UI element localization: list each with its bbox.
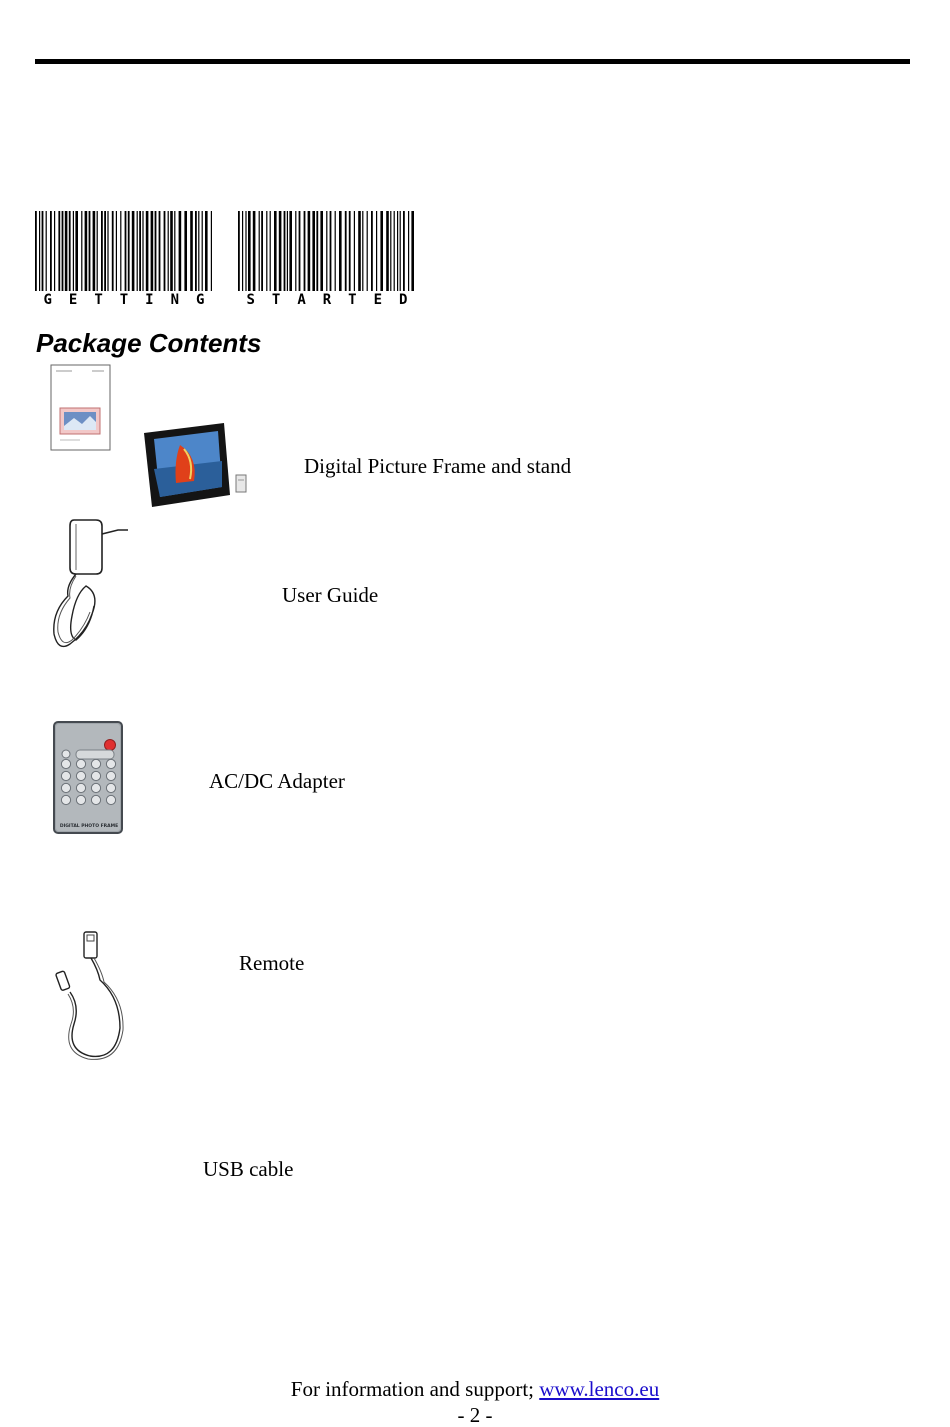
barcode-letters [238, 293, 416, 308]
barcode-letter: T [271, 292, 281, 308]
barcode-bar [242, 211, 243, 291]
barcode-bar [202, 211, 203, 291]
barcode-bar [155, 211, 157, 291]
item-label-frame: Digital Picture Frame and stand [304, 454, 572, 478]
barcode-bar [39, 211, 40, 291]
barcode-bar [330, 211, 332, 291]
barcode-bar [397, 211, 398, 291]
barcode-bar [354, 211, 355, 291]
page-number: - 2 - [457, 1403, 493, 1427]
item-label-usb: USB cable [203, 1157, 294, 1181]
usb-cable-icon [50, 928, 130, 1064]
barcode-bar [270, 211, 271, 291]
barcode-bar [58, 211, 60, 291]
remote-button-icon [76, 771, 85, 780]
barcode-bar [400, 211, 401, 291]
remote-button-icon [76, 783, 85, 792]
barcode-bar [335, 211, 336, 291]
barcode-bar [132, 211, 135, 291]
remote-button-icon [91, 771, 100, 780]
barcode-bar [146, 211, 149, 291]
barcode-bar [386, 211, 389, 291]
remote-button-icon [61, 783, 70, 792]
barcode-bar [304, 211, 306, 291]
barcode-bar [198, 211, 199, 291]
barcode-bar [274, 211, 277, 291]
barcode-bar [261, 211, 263, 291]
barcode-bar [339, 211, 342, 291]
barcode-bar [367, 211, 368, 291]
barcode-bar [168, 211, 169, 291]
barcode-letter: E [373, 292, 383, 308]
barcode-bar [104, 211, 106, 291]
remote-button-icon [106, 795, 115, 804]
barcode-letter: T [94, 292, 103, 308]
adapter-icon [46, 516, 132, 654]
barcode-bar [85, 211, 88, 291]
barcode-bar [362, 211, 363, 291]
barcode-bar [253, 211, 256, 291]
remote-button-icon [61, 795, 70, 804]
barcode-bar [101, 211, 103, 291]
barcode-bar [195, 211, 197, 291]
barcode-bar [326, 211, 327, 291]
barcode-bar [137, 211, 138, 291]
barcode-bars-icon [238, 211, 416, 291]
barcode-bar [411, 211, 414, 291]
barcode-bar [403, 211, 405, 291]
barcode-bar [93, 211, 96, 291]
barcode-bar [179, 211, 182, 291]
barcode-bar [299, 211, 301, 291]
remote-button-icon [62, 750, 70, 758]
support-text: For information and support; [290, 1377, 535, 1401]
footer-support [0, 1377, 950, 1401]
item-label-remote: Remote [239, 951, 305, 975]
barcode-bar [164, 211, 166, 291]
picture-frame-icon [140, 421, 252, 509]
item-label-guide: User Guide [282, 583, 379, 607]
barcode-bar [308, 211, 311, 291]
barcode-bar [284, 211, 286, 291]
barcode-bar [62, 211, 64, 291]
remote-button-icon [106, 771, 115, 780]
barcode-bar [376, 211, 377, 291]
barcode-letter: E [68, 292, 78, 308]
barcode-bar [295, 211, 296, 291]
barcode-bar [170, 211, 173, 291]
support-link[interactable]: www.lenco.eu [539, 1377, 660, 1401]
barcode-bar [42, 211, 44, 291]
barcode-bar [358, 211, 361, 291]
remote-caption: DIGITAL PHOTO FRAME [59, 824, 119, 829]
barcode-bar [81, 211, 82, 291]
barcode-bar [390, 211, 391, 291]
barcode-bar [266, 211, 267, 291]
barcode-bar [211, 211, 212, 291]
barcode-letter: D [399, 292, 408, 308]
barcode-bar [50, 211, 52, 291]
barcode-bar [73, 211, 74, 291]
barcode-bar [259, 211, 260, 291]
barcode-bar [248, 211, 251, 291]
barcode-bar [35, 211, 37, 291]
barcode-bar [289, 211, 292, 291]
barcode-letters [35, 293, 213, 308]
barcode-bar [184, 211, 187, 291]
barcode-bar [394, 211, 395, 291]
barcode-letter: G [43, 292, 52, 308]
barcode-letter: I [145, 292, 154, 308]
remote-button-icon [91, 783, 100, 792]
barcode-bar [54, 211, 55, 291]
barcode-bar [371, 211, 373, 291]
barcode-bar [287, 211, 288, 291]
remote-icon [52, 720, 126, 836]
barcode-bar [139, 211, 141, 291]
barcode-bar [65, 211, 68, 291]
barcode-bar [349, 211, 351, 291]
barcode-bar [159, 211, 161, 291]
section-title: Package Contents [36, 328, 262, 358]
barcode-bar [46, 211, 47, 291]
remote-button-icon [76, 759, 85, 768]
remote-button-icon [106, 759, 115, 768]
remote-button-icon [61, 771, 70, 780]
barcode-letter: G [196, 292, 205, 308]
barcode-letter: R [322, 292, 332, 308]
top-rule [35, 59, 910, 64]
barcode-bar [151, 211, 154, 291]
item-label-adapter: AC/DC Adapter [209, 769, 345, 793]
barcode-bar [320, 211, 323, 291]
barcode-bar [69, 211, 71, 291]
barcode-started [238, 211, 416, 308]
barcode-letter: A [297, 292, 306, 308]
barcode-bars-icon [35, 211, 213, 291]
barcode-bar [125, 211, 127, 291]
barcode-bar [205, 211, 208, 291]
barcode-bar [75, 211, 78, 291]
barcode-bar [174, 211, 175, 291]
barcode-bar [112, 211, 114, 291]
barcode-bar [190, 211, 193, 291]
barcode-bar [107, 211, 108, 291]
barcode-bar [316, 211, 318, 291]
barcode-bar [345, 211, 347, 291]
barcode-bar [120, 211, 121, 291]
user-guide-icon [50, 364, 112, 452]
barcode-letter: T [348, 292, 357, 308]
barcode-getting [35, 211, 213, 308]
barcode-bar [238, 211, 240, 291]
barcode-bar [408, 211, 409, 291]
barcode-bar [97, 211, 98, 291]
barcode-bar [116, 211, 117, 291]
barcode-bar [89, 211, 91, 291]
barcode-bar [380, 211, 383, 291]
barcode-letter: N [170, 292, 180, 308]
barcode-bar [245, 211, 246, 291]
remote-button-icon [91, 795, 100, 804]
remote-button-icon [91, 759, 100, 768]
barcode-letter: T [119, 292, 129, 308]
barcode-bar [279, 211, 282, 291]
barcode-bar [312, 211, 315, 291]
remote-button-icon [61, 759, 70, 768]
barcode-bar [142, 211, 143, 291]
remote-button-icon [106, 783, 115, 792]
remote-button-icon [76, 795, 85, 804]
barcode-bar [128, 211, 130, 291]
barcode-letter: S [246, 292, 255, 308]
